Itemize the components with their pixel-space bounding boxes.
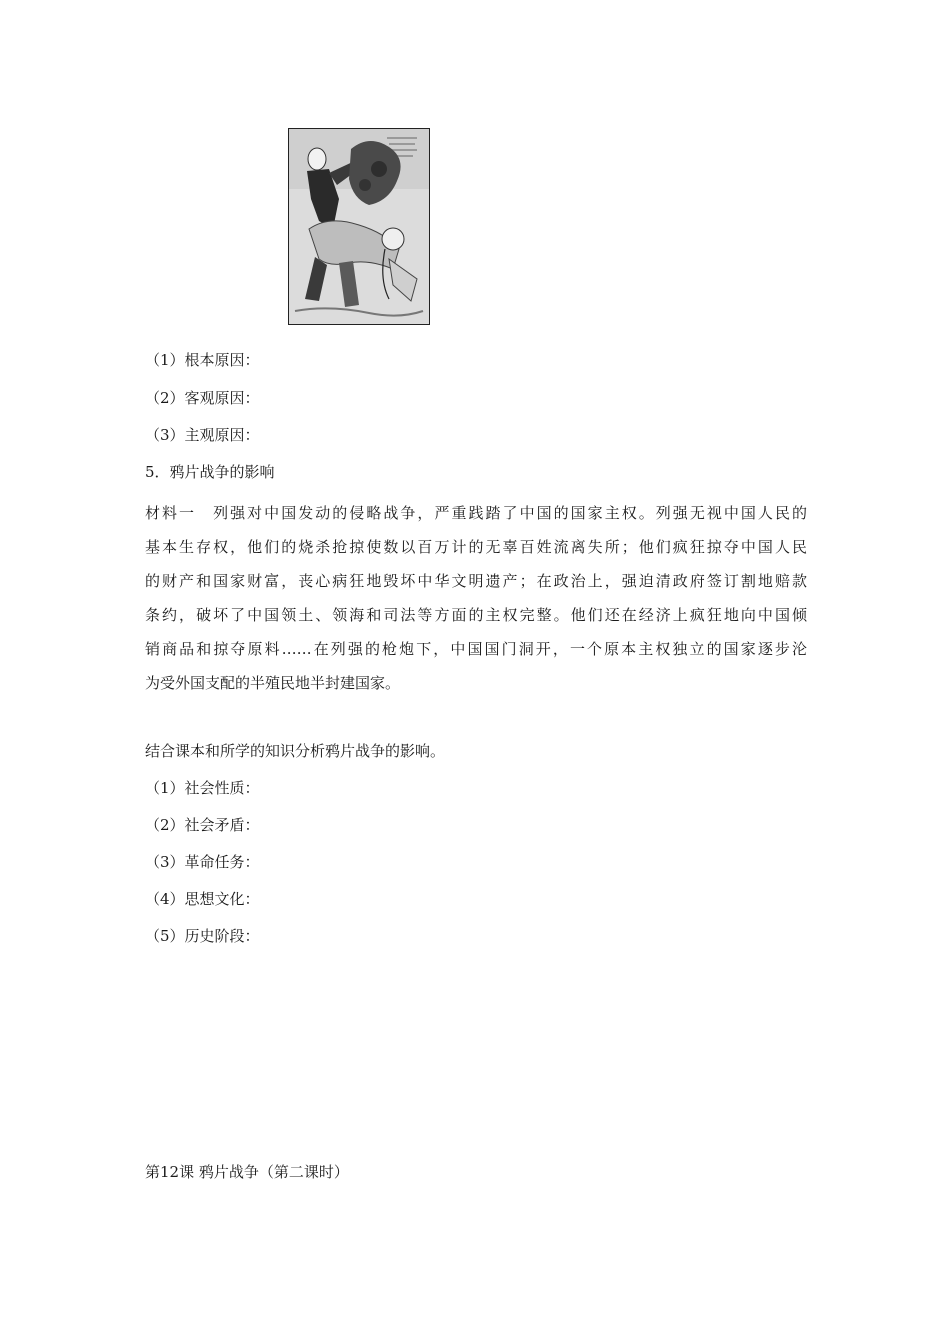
material-one-line: 的财产和国家财富，丧心病狂地毁坏中华文明遗产；在政治上，强迫清政府签订割地赔款	[145, 572, 807, 590]
material-one-line: 基本生存权，他们的烧杀抢掠使数以百万计的无辜百姓流离失所；他们疯狂掠夺中国人民	[145, 538, 807, 556]
section5-heading: 5．鸦片战争的影响	[145, 463, 275, 481]
material-one-line: 销商品和掠夺原料……在列强的枪炮下，中国国门洞开，一个原本主权独立的国家逐步沦	[145, 640, 807, 658]
historical-cartoon-image	[288, 128, 430, 325]
material-one-paragraph	[145, 496, 807, 700]
instruction-text: 结合课本和所学的知识分析鸦片战争的影响。	[145, 742, 446, 760]
material-one-line: 条约，破坏了中国领土、领海和司法等方面的主权完整。他们还在经济上疯狂地向中国倾	[145, 606, 807, 624]
q4-item-root-cause: （1）根本原因：	[145, 351, 260, 369]
q5-item-social-contradiction: （2）社会矛盾：	[145, 816, 260, 834]
material-one-line: 为受外国支配的半殖民地半封建国家。	[145, 674, 401, 692]
material-one-line: 材料一 列强对中国发动的侵略战争，严重践踏了中国的国家主权。列强无视中国人民的	[145, 504, 807, 522]
q5-item-revolution-task: （3）革命任务：	[145, 853, 260, 871]
q4-item-objective-cause: （2）客观原因：	[145, 389, 260, 407]
lesson-title: 第12课 鸦片战争（第二课时）	[145, 1163, 349, 1181]
q5-item-social-nature: （1）社会性质：	[145, 779, 260, 797]
q5-item-historical-stage: （5）历史阶段：	[145, 927, 260, 945]
q5-item-thought-culture: （4）思想文化：	[145, 890, 260, 908]
q4-item-subjective-cause: （3）主观原因：	[145, 426, 260, 444]
